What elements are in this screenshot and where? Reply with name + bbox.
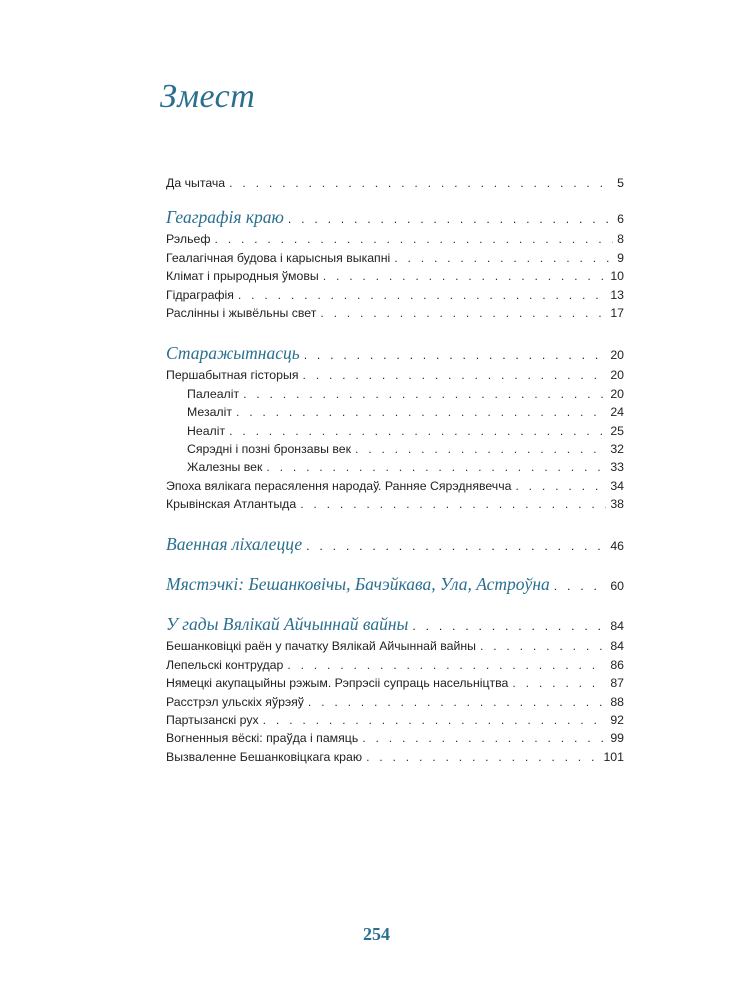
toc-entry[interactable]	[166, 230, 624, 248]
leader-dots	[515, 477, 606, 495]
leader-dots	[288, 206, 613, 232]
leader-dots	[480, 637, 606, 655]
page-number: 254	[363, 924, 390, 944]
leader-dots	[412, 613, 606, 639]
toc-label: Бешанковіцкі раён у пачатку Вялікай Айчыннай вайны	[166, 639, 476, 654]
toc-label: Сярэдні і позні бронзавы век	[187, 441, 351, 456]
toc-page: 46	[610, 539, 624, 554]
toc-label: Рэльеф	[166, 232, 211, 247]
toc-section-great-war[interactable]	[166, 611, 624, 637]
toc-page: 84	[610, 619, 624, 634]
toc-page: 87	[610, 676, 624, 691]
leader-dots	[302, 366, 606, 384]
toc-page: 92	[610, 713, 624, 728]
toc-page: 86	[610, 657, 624, 672]
leader-dots	[287, 656, 606, 674]
toc-subentry[interactable]	[166, 458, 624, 476]
toc-entry[interactable]	[166, 477, 624, 495]
toc-label: Вызваленне Бешанковіцкага краю	[166, 749, 363, 764]
toc-label: Жалезны век	[187, 460, 263, 475]
leader-dots	[306, 533, 606, 559]
toc-page: 20	[610, 348, 624, 363]
toc-label: Да чытача	[166, 176, 226, 190]
section-label: Геаграфія краю	[166, 207, 284, 228]
leader-dots	[243, 385, 606, 403]
toc-entry[interactable]	[166, 366, 624, 384]
section-label: У гады Вялікай Айчыннай вайны	[166, 614, 409, 635]
toc-page: 20	[610, 368, 624, 383]
toc-entry[interactable]	[166, 693, 624, 711]
leader-dots	[263, 711, 607, 729]
leader-dots	[323, 267, 607, 285]
leader-dots	[362, 729, 606, 747]
toc-subentry[interactable]	[166, 422, 624, 440]
toc-page: 101	[603, 749, 624, 764]
toc-label: Неаліт	[187, 423, 226, 438]
leader-dots	[355, 440, 606, 458]
toc-section-war-vicissitudes[interactable]	[166, 531, 624, 557]
leader-dots	[320, 304, 606, 322]
leader-dots	[512, 674, 606, 692]
toc-label: Лепельскі контрудар	[166, 657, 284, 672]
toc-subentry[interactable]	[166, 385, 624, 403]
leader-dots	[300, 495, 606, 513]
toc-entry[interactable]	[166, 304, 624, 322]
leader-dots	[236, 403, 606, 421]
toc-entry[interactable]	[166, 286, 624, 304]
leader-dots	[229, 422, 606, 440]
leader-dots	[238, 286, 606, 304]
leader-dots	[394, 249, 613, 267]
toc-entry[interactable]	[166, 711, 624, 729]
toc-entry[interactable]	[166, 729, 624, 747]
toc-label: Клімат і прыродныя ўмовы	[166, 269, 319, 284]
toc-label: Гідраграфія	[166, 287, 234, 302]
toc-page: 38	[610, 497, 624, 512]
toc-subentry[interactable]	[166, 440, 624, 458]
toc-page: 25	[610, 423, 624, 438]
toc-page: 10	[610, 269, 624, 284]
toc-entry[interactable]	[166, 249, 624, 267]
leader-dots	[308, 693, 606, 711]
toc-label: Геалагічная будова і карысныя выкапні	[166, 250, 391, 265]
section-label: Ваенная ліхалецце	[166, 534, 303, 555]
toc-page: 6	[617, 212, 624, 227]
toc-section-antiquity[interactable]	[166, 340, 624, 366]
toc-entry[interactable]	[166, 748, 624, 766]
toc-page: 32	[610, 441, 624, 456]
section-label: Старажытнасць	[166, 343, 300, 364]
leader-dots	[214, 230, 613, 248]
toc-label: Вогненныя вёскі: праўда і памяць	[166, 731, 359, 746]
toc-entry[interactable]	[166, 267, 624, 285]
table-of-contents	[166, 174, 624, 766]
toc-page: 88	[610, 694, 624, 709]
toc-page: 34	[610, 478, 624, 493]
toc-page: 20	[610, 386, 624, 401]
toc-entry[interactable]	[166, 674, 624, 692]
toc-page: 5	[617, 176, 624, 190]
toc-label: Нямецкі акупацыйны рэжым. Рэпрэсіі супраць насельніцтва	[166, 676, 509, 691]
toc-page: 84	[610, 639, 624, 654]
toc-entry[interactable]	[166, 495, 624, 513]
toc-label: Крывінская Атлантыда	[166, 497, 297, 512]
toc-page: 99	[610, 731, 624, 746]
toc-page: 60	[610, 579, 624, 594]
toc-page: 24	[610, 405, 624, 420]
toc-label: Раслінны і жывёльны свет	[166, 305, 317, 320]
toc-page: 9	[617, 250, 624, 265]
section-label: Мястэчкі: Бешанковічы, Бачэйкава, Ула, Астроўна	[166, 574, 550, 595]
toc-label: Мезаліт	[187, 405, 232, 420]
toc-page: 17	[610, 305, 624, 320]
leader-dots	[266, 458, 606, 476]
leader-dots	[229, 174, 613, 192]
toc-label: Эпоха вялікага перасялення народаў. Ранняе Сярэднявечча	[166, 478, 512, 493]
toc-entry[interactable]	[166, 656, 624, 674]
leader-dots	[304, 342, 607, 368]
toc-subentry[interactable]	[166, 403, 624, 421]
leader-dots	[366, 748, 599, 766]
toc-label: Расстрэл ульскіх яўрэяў	[166, 694, 304, 709]
toc-page: 33	[610, 460, 624, 475]
toc-label: Партызанскі рух	[166, 713, 259, 728]
toc-label: Палеаліт	[187, 386, 240, 401]
leader-dots	[554, 573, 607, 599]
toc-page: 8	[617, 232, 624, 247]
toc-label: Першабытная гісторыя	[166, 368, 299, 383]
toc-entry[interactable]	[166, 637, 624, 655]
toc-page: 13	[610, 287, 624, 302]
toc-section-geography[interactable]	[166, 204, 624, 230]
toc-section-towns[interactable]	[166, 571, 624, 597]
toc-entry-intro[interactable]	[166, 174, 624, 192]
page-title: Змест	[160, 78, 256, 115]
